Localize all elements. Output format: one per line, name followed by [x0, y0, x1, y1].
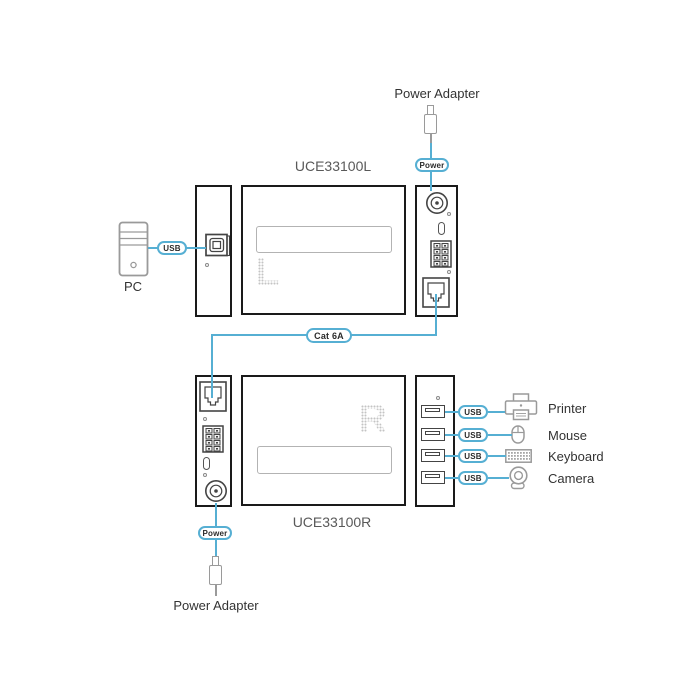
- dc-plug-icon: [209, 565, 222, 585]
- camera-icon: [508, 466, 529, 490]
- dip-switch-icon: [202, 425, 224, 453]
- led-dot: [203, 473, 207, 477]
- top-unit-watermark: L: [255, 250, 280, 294]
- pc-icon: [118, 221, 149, 277]
- bottom-power-adapter-label: Power Adapter: [173, 598, 259, 613]
- usb-tag-pc: USB: [157, 241, 187, 255]
- bottom-unit-vent: [257, 446, 392, 474]
- power-jack-icon: [425, 191, 449, 215]
- cat6a-tag: Cat 6A: [306, 328, 352, 343]
- dc-plug-cord: [430, 133, 432, 143]
- camera-usb-cable: [488, 477, 509, 479]
- bottom-unit-right-panel: [415, 375, 455, 507]
- usb-c-port-icon: [438, 222, 445, 235]
- rj45-port-icon: [199, 381, 227, 412]
- bottom-unit-title: UCE33100R: [292, 514, 372, 530]
- led-dot: [436, 396, 440, 400]
- printer-label: Printer: [548, 401, 587, 416]
- keyboard-usb-cable: [488, 455, 506, 457]
- mouse-usb-cable: [488, 434, 512, 436]
- dc-plug-cord: [215, 584, 217, 596]
- top-power-adapter-label: Power Adapter: [394, 86, 480, 101]
- led-dot: [447, 212, 451, 216]
- power-tag: Power: [415, 158, 449, 172]
- usb-a-port-2-icon: [421, 428, 445, 441]
- camera-usb-cable: [445, 477, 458, 479]
- usb-a-port-1-icon: [421, 405, 445, 418]
- keyboard-label: Keyboard: [548, 449, 604, 464]
- pc-label: PC: [123, 279, 143, 294]
- led-dot: [447, 270, 451, 274]
- printer-icon: [504, 393, 538, 421]
- usb-tag-printer: USB: [458, 405, 488, 419]
- usb-b-port-icon: [205, 232, 231, 258]
- camera-label: Camera: [548, 471, 595, 486]
- printer-usb-cable: [488, 411, 505, 413]
- dip-switch-icon: [430, 240, 452, 268]
- top-unit-vent: [256, 226, 392, 253]
- mouse-label: Mouse: [548, 428, 588, 443]
- cat6a-cable: [211, 334, 213, 398]
- bottom-unit-watermark: R: [358, 397, 387, 441]
- led-dot: [205, 263, 209, 267]
- dc-plug-icon: [424, 114, 437, 134]
- keyboard-icon: [505, 449, 532, 463]
- usb-tag-mouse: USB: [458, 428, 488, 442]
- power-tag: Power: [198, 526, 232, 540]
- mouse-icon: [511, 425, 525, 444]
- usb-a-port-4-icon: [421, 471, 445, 484]
- led-dot: [203, 417, 207, 421]
- usb-c-port-icon: [203, 457, 210, 470]
- usb-tag-keyboard: USB: [458, 449, 488, 463]
- cat6a-cable: [435, 294, 437, 336]
- usb-a-port-3-icon: [421, 449, 445, 462]
- power-jack-icon: [204, 479, 228, 503]
- usb-tag-camera: USB: [458, 471, 488, 485]
- top-unit-title: UCE33100L: [294, 158, 372, 174]
- mouse-usb-cable: [445, 434, 458, 436]
- printer-usb-cable: [445, 411, 458, 413]
- keyboard-usb-cable: [445, 455, 458, 457]
